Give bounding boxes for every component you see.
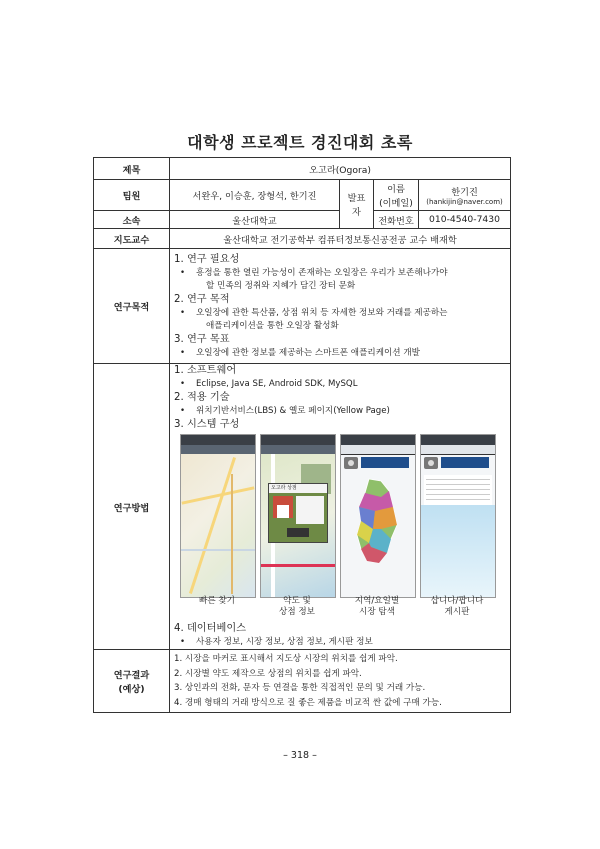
method-content xyxy=(170,364,511,650)
method-heading-system: 3. 시스템 구성 xyxy=(174,419,240,430)
camera-icon xyxy=(344,457,358,469)
label-presenter: 발표자 xyxy=(340,180,374,229)
value-phone: 010-4540-7430 xyxy=(419,211,511,229)
value-affiliation: 울산대학교 xyxy=(170,211,340,229)
caption-line: 약도 및 xyxy=(283,596,311,606)
purpose-bullet xyxy=(174,267,506,293)
row-results xyxy=(94,650,511,713)
popup-title: 오고라 상점 xyxy=(269,484,327,493)
popup-button xyxy=(287,528,309,537)
caption-line: 지역/요일별 xyxy=(354,596,400,606)
purpose-bullet xyxy=(174,307,506,333)
label-method: 연구방법 xyxy=(94,364,170,650)
label-phone: 전화번호 xyxy=(374,211,419,229)
result-item: 2. 시장별 약도 제작으로 상점의 위치를 쉽게 파악. xyxy=(174,668,362,679)
label-email: (이메일) xyxy=(379,198,413,209)
value-advisor: 울산대학교 전기공학부 컴퓨터정보통신공전공 교수 배재학 xyxy=(170,229,511,249)
caption-line: 삽니다/팝니다 xyxy=(430,596,484,606)
bullet-text: Eclipse, Java SE, Android SDK, MySQL xyxy=(196,379,358,389)
app-screenshots xyxy=(180,434,560,596)
status-bar xyxy=(261,435,335,445)
method-heading-tech: 2. 적용 기술 xyxy=(174,392,230,403)
value-team: 서완우, 이승훈, 장형석, 한기진 xyxy=(170,180,340,211)
bullet-dot: • xyxy=(180,406,186,416)
label-affiliation: 소속 xyxy=(94,211,170,229)
method-bullet-software xyxy=(174,378,506,391)
label-advisor: 지도교수 xyxy=(94,229,170,249)
value-title: 오고라(Ogora) xyxy=(170,158,511,180)
method-heading-database: 4. 데이터베이스 xyxy=(174,623,247,634)
camera-icon xyxy=(424,457,438,469)
method-bullet-tech xyxy=(174,405,506,418)
abstract-table xyxy=(93,157,511,713)
screenshot-board xyxy=(420,434,496,598)
bullet-dot: • xyxy=(180,307,186,318)
bullet-dot: • xyxy=(180,267,186,278)
value-presenter xyxy=(419,180,511,211)
popup-text xyxy=(296,496,324,524)
label-team: 팀원 xyxy=(94,180,170,211)
bullet-text: 흥정을 통한 열린 가능성이 존재하는 오일장은 우리가 보존해나가야 xyxy=(196,267,448,278)
method-heading-software: 1. 소프트웨어 xyxy=(174,365,237,376)
screenshot-region-search xyxy=(340,434,416,598)
purpose-section xyxy=(174,293,506,333)
screenshot-quick-find xyxy=(180,434,256,598)
purpose-section xyxy=(174,333,506,360)
row-method xyxy=(94,364,511,650)
row-team xyxy=(94,180,511,211)
caption-region-search xyxy=(340,596,414,618)
caption-line: 빠른 찾기 xyxy=(199,596,235,606)
bullet-text-cont: 애플리케이션을 통한 오일장 활성화 xyxy=(206,320,339,331)
app-toolbar xyxy=(341,445,415,455)
map-image xyxy=(181,454,255,597)
bullet-dot: • xyxy=(180,379,186,389)
bullet-text: 오일장에 관한 정보를 제공하는 스마트폰 애플리케이션 개발 xyxy=(196,347,420,358)
purpose-heading: 1. 연구 필요성 xyxy=(174,253,240,265)
caption-line: 상점 정보 xyxy=(279,607,315,617)
method-bullet-database xyxy=(174,636,506,649)
status-bar xyxy=(341,435,415,445)
bullet-text: 위치기반서비스(LBS) & 옐로 페이지(Yellow Page) xyxy=(196,406,390,416)
screenshot-captions xyxy=(180,596,560,622)
status-bar xyxy=(181,435,255,445)
purpose-heading: 2. 연구 목적 xyxy=(174,293,230,305)
korea-map-image xyxy=(351,477,401,567)
label-results-line1: 연구결과 xyxy=(113,670,150,681)
presenter-name: 한기진 xyxy=(451,187,478,198)
label-results-line2: (예상) xyxy=(118,684,145,695)
bullet-text-cont: 할 민족의 정취와 지혜가 담긴 장터 문화 xyxy=(206,280,356,291)
page-number: – 318 – xyxy=(283,750,317,761)
label-name: 이름 xyxy=(387,184,405,195)
presenter-email: (hankijin@naver.com) xyxy=(426,198,503,206)
result-item: 4. 경매 형태의 거래 방식으로 질 좋은 제품을 비교적 싼 값에 구매 가능. xyxy=(174,697,442,708)
app-banner xyxy=(441,457,489,468)
document-title: 대학생 프로젝트 경진대회 초록 xyxy=(187,133,413,152)
screenshot-store-info xyxy=(260,434,336,598)
result-item: 1. 시장을 마커로 표시해서 지도상 시장의 위치를 쉽게 파악. xyxy=(174,654,398,664)
purpose-bullet xyxy=(174,347,506,360)
row-title xyxy=(94,158,511,180)
store-popup xyxy=(268,483,328,543)
board-list xyxy=(424,475,492,505)
app-banner xyxy=(361,457,409,468)
caption-quick-find xyxy=(180,596,254,607)
label-name-email xyxy=(374,180,419,211)
caption-store-info xyxy=(260,596,334,618)
bullet-dot: • xyxy=(180,637,186,647)
app-toolbar xyxy=(421,445,495,455)
purpose-section xyxy=(174,253,506,293)
results-content xyxy=(170,650,511,713)
caption-line: 시장 탐색 xyxy=(359,607,395,617)
row-advisor xyxy=(94,229,511,249)
shop-icon xyxy=(273,496,293,518)
bullet-text: 오일장에 관한 특산품, 상점 위치 등 자세한 정보와 거래를 제공하는 xyxy=(196,307,448,318)
row-purpose xyxy=(94,249,511,364)
bullet-text: 사용자 정보, 시장 정보, 상점 정보, 게시판 정보 xyxy=(196,637,373,647)
purpose-content xyxy=(170,249,511,364)
result-item: 3. 상인과의 전화, 문자 등 연결을 통한 직접적인 문의 및 거래 가능. xyxy=(174,683,426,693)
label-purpose: 연구목적 xyxy=(94,249,170,364)
background-image xyxy=(421,505,495,597)
caption-line: 게시판 xyxy=(444,607,470,617)
bullet-dot: • xyxy=(180,347,186,358)
caption-board xyxy=(420,596,494,618)
label-title: 제목 xyxy=(94,158,170,180)
purpose-heading: 3. 연구 목표 xyxy=(174,333,230,345)
label-results xyxy=(94,650,170,713)
status-bar xyxy=(421,435,495,445)
row-affiliation xyxy=(94,211,511,229)
